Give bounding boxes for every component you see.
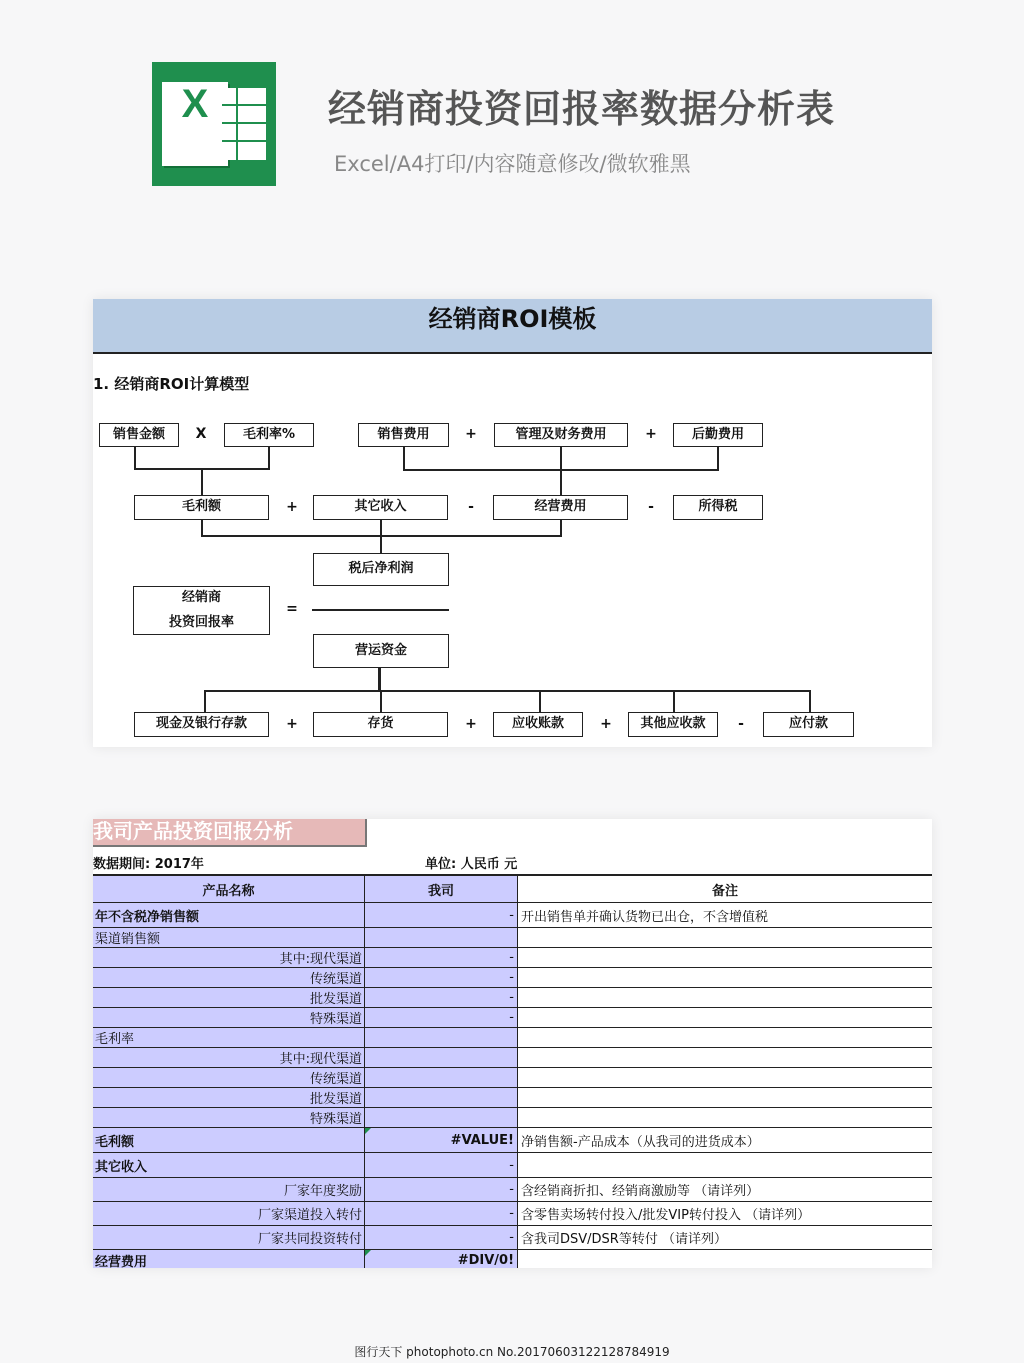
table-row	[93, 1153, 932, 1178]
row-value[interactable]: -	[365, 903, 518, 927]
product-roi-analysis-panel	[93, 819, 932, 1268]
op-plus: +	[645, 426, 657, 442]
box-net-profit: 税后净利润	[313, 553, 449, 586]
op-minus: -	[738, 716, 744, 732]
row-note[interactable]	[518, 928, 932, 947]
table-row	[93, 1048, 932, 1068]
table-row	[93, 1068, 932, 1088]
row-name[interactable]: 厂家共同投资转付	[93, 1226, 365, 1249]
table-row	[93, 1108, 932, 1128]
error-indicator-icon	[365, 1128, 371, 1134]
op-times: X	[195, 426, 207, 442]
page-title: 经销商投资回报率数据分析表	[328, 87, 836, 131]
row-value[interactable]	[365, 1048, 518, 1067]
row-value[interactable]: -	[365, 1226, 518, 1249]
row-name[interactable]: 其中:现代渠道	[93, 1048, 365, 1067]
table-row	[93, 903, 932, 928]
box-operating-expense: 经营费用	[493, 495, 628, 520]
box-gross-profit: 毛利额	[134, 495, 269, 520]
row-value[interactable]: -	[365, 1008, 518, 1027]
roi-template-title: 经销商ROI模板	[93, 299, 932, 354]
row-name[interactable]: 厂家渠道投入转付	[93, 1202, 365, 1225]
table-row	[93, 988, 932, 1008]
row-value[interactable]: -	[365, 1202, 518, 1225]
roi-template-panel	[93, 299, 932, 747]
row-note[interactable]: 含经销商折扣、经销商激励等 （请详列）	[518, 1178, 932, 1201]
row-note[interactable]: 净销售额-产品成本（从我司的进货成本）	[518, 1128, 932, 1152]
op-equals: =	[286, 601, 298, 617]
row-value[interactable]: -	[365, 1153, 518, 1177]
row-value-text: #DIV/0!	[457, 1253, 514, 1268]
row-value[interactable]: -	[365, 988, 518, 1007]
table-row	[93, 1088, 932, 1108]
table-row	[93, 1008, 932, 1028]
row-name[interactable]: 其中:现代渠道	[93, 948, 365, 967]
op-minus: -	[468, 499, 474, 515]
table-row	[93, 1250, 932, 1268]
table-row	[93, 928, 932, 948]
row-note[interactable]: 含零售卖场转付投入/批发VIP转付投入 （请详列）	[518, 1202, 932, 1225]
row-note[interactable]	[518, 1028, 932, 1047]
row-name[interactable]: 厂家年度奖励	[93, 1178, 365, 1201]
row-name[interactable]: 经营费用	[93, 1250, 365, 1268]
table-row	[93, 1226, 932, 1250]
page-subtitle: Excel/A4打印/内容随意修改/微软雅黑	[334, 152, 691, 176]
op-plus: +	[465, 716, 477, 732]
table-row	[93, 1128, 932, 1153]
op-plus: +	[286, 716, 298, 732]
box-cash-bank-deposit: 现金及银行存款	[134, 712, 269, 737]
row-name[interactable]: 其它收入	[93, 1153, 365, 1177]
row-value[interactable]	[365, 1028, 518, 1047]
table-row	[93, 948, 932, 968]
box-accounts-payable: 应付款	[763, 712, 854, 737]
row-value[interactable]	[365, 1088, 518, 1107]
box-sales-expense: 销售费用	[358, 423, 449, 447]
data-period: 数据期间: 2017年	[93, 857, 204, 872]
table-row	[93, 1028, 932, 1048]
box-admin-finance-expense: 管理及财务费用	[494, 423, 628, 447]
excel-grid-icon	[222, 88, 266, 160]
row-name[interactable]: 传统渠道	[93, 968, 365, 987]
row-name[interactable]: 批发渠道	[93, 988, 365, 1007]
row-note[interactable]	[518, 968, 932, 987]
row-note[interactable]	[518, 1068, 932, 1087]
row-note[interactable]	[518, 948, 932, 967]
op-minus: -	[648, 499, 654, 515]
error-indicator-icon	[365, 1250, 371, 1256]
excel-icon	[152, 62, 276, 186]
row-note[interactable]: 含我司DSV/DSR等转付 （请详列）	[518, 1226, 932, 1249]
column-header-our-company: 我司	[365, 876, 518, 902]
column-header-product: 产品名称	[93, 876, 365, 902]
row-value[interactable]	[365, 1068, 518, 1087]
row-note[interactable]	[518, 1048, 932, 1067]
row-name[interactable]: 年不含税净销售额	[93, 903, 365, 927]
box-sales-amount: 销售金额	[99, 423, 179, 447]
row-name[interactable]: 毛利额	[93, 1128, 365, 1152]
row-note[interactable]	[518, 988, 932, 1007]
row-value[interactable]: -	[365, 968, 518, 987]
row-value[interactable]	[365, 1108, 518, 1127]
row-note[interactable]	[518, 1008, 932, 1027]
row-name[interactable]: 渠道销售额	[93, 928, 365, 947]
row-name[interactable]: 传统渠道	[93, 1068, 365, 1087]
row-note[interactable]	[518, 1088, 932, 1107]
column-header-remarks: 备注	[518, 876, 932, 902]
table-header-row	[93, 874, 932, 903]
row-note[interactable]	[518, 1108, 932, 1127]
analysis-title: 我司产品投资回报分析	[93, 819, 367, 847]
box-dealer-roi	[133, 586, 270, 635]
row-value[interactable]	[365, 1128, 518, 1152]
excel-x-letter: X	[181, 82, 209, 126]
op-plus: +	[465, 426, 477, 442]
box-logistics-expense: 后勤费用	[673, 423, 763, 447]
table-row	[93, 968, 932, 988]
section-heading: 1. 经销商ROI计算模型	[93, 375, 250, 393]
row-note[interactable]	[518, 1250, 932, 1268]
row-value[interactable]: -	[365, 1178, 518, 1201]
box-income-tax: 所得税	[673, 495, 763, 520]
row-value[interactable]: -	[365, 948, 518, 967]
row-value[interactable]	[365, 1250, 518, 1268]
dealer-roi-line2: 投资回报率	[168, 614, 234, 630]
watermark-footer: 图行天下 photophoto.cn No.20170603122128784919	[354, 1345, 670, 1359]
box-other-income: 其它收入	[313, 495, 448, 520]
op-plus: +	[286, 499, 298, 515]
row-note[interactable]: 开出销售单并确认货物已出仓，不含增值税	[518, 903, 932, 927]
box-working-capital: 营运资金	[313, 634, 449, 668]
row-name[interactable]: 毛利率	[93, 1028, 365, 1047]
row-value-text: #VALUE!	[450, 1132, 514, 1148]
table-row	[93, 1178, 932, 1202]
box-gross-margin-pct: 毛利率%	[224, 423, 314, 447]
op-plus: +	[600, 716, 612, 732]
row-name[interactable]: 特殊渠道	[93, 1008, 365, 1027]
excel-x-tile	[162, 82, 228, 166]
dealer-roi-line1: 经销商	[181, 589, 221, 605]
box-inventory: 存货	[313, 712, 448, 737]
table-row	[93, 1202, 932, 1226]
currency-unit: 单位: 人民币 元	[425, 857, 518, 872]
box-other-receivables: 其他应收款	[628, 712, 718, 737]
row-value[interactable]	[365, 928, 518, 947]
row-note[interactable]	[518, 1153, 932, 1177]
row-name[interactable]: 特殊渠道	[93, 1108, 365, 1127]
box-accounts-receivable: 应收账款	[493, 712, 583, 737]
row-name[interactable]: 批发渠道	[93, 1088, 365, 1107]
